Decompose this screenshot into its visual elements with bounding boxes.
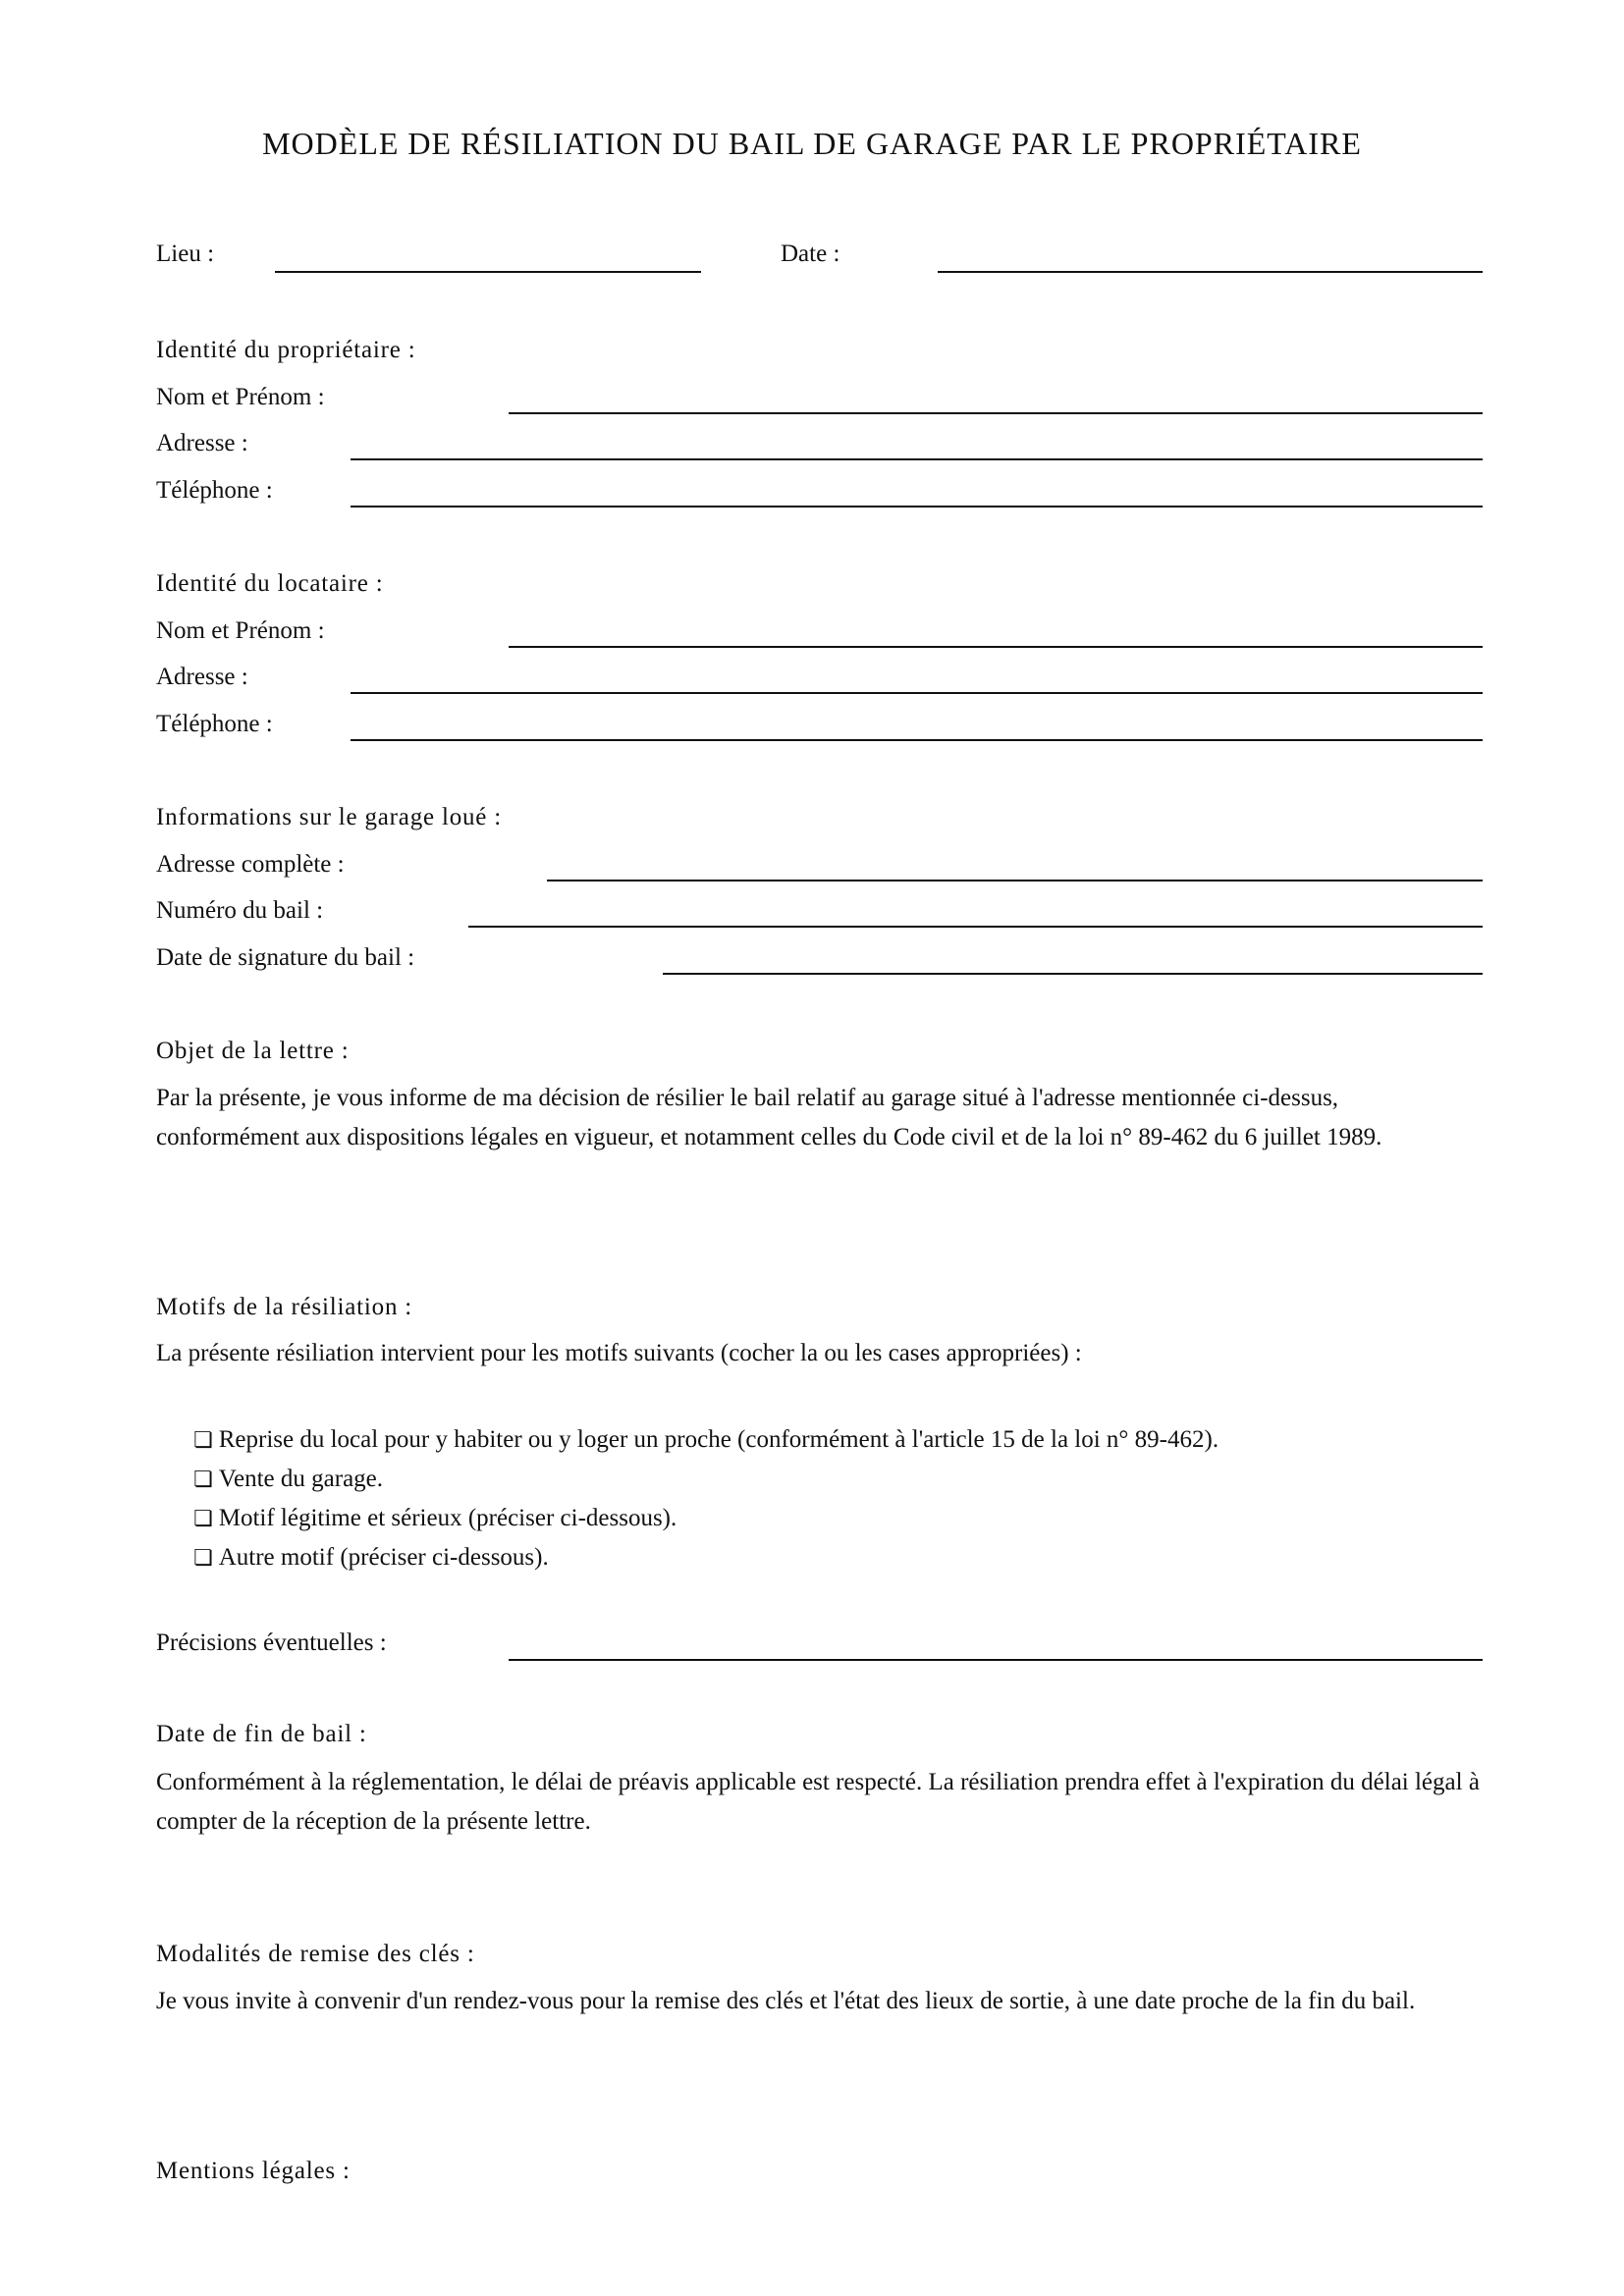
date-field[interactable] — [938, 271, 1483, 273]
proprietaire-heading: Identité du propriétaire : — [156, 337, 416, 363]
locataire-telephone-field[interactable] — [351, 739, 1483, 741]
locataire-nom-label: Nom et Prénom : — [156, 617, 325, 644]
proprietaire-nom-field[interactable] — [509, 412, 1483, 414]
garage-adresse-field[interactable] — [547, 880, 1483, 881]
fin-bail-heading: Date de fin de bail : — [156, 1721, 367, 1747]
objet-paragraph: Par la présente, je vous informe de ma décision de résilier le bail relatif au garage situé à l'adresse mentionnée ci-dessus, conformément aux dispositions légales en vigueur, et notamment celles du Code civil et de la loi n° 89-462 du 6 juillet 1989. — [156, 1085, 1382, 1150]
motif-option-3[interactable] — [193, 1505, 677, 1532]
motifs-intro: La présente résiliation intervient pour les motifs suivants (cocher la ou les cases appropriées) : — [156, 1340, 1082, 1366]
locataire-adresse-field[interactable] — [351, 692, 1483, 694]
cles-paragraph: Je vous invite à convenir d'un rendez-vous pour la remise des clés et l'état des lieux de sortie, à une date proche de la fin du bail. — [156, 1988, 1416, 2014]
motif-option-2[interactable] — [193, 1466, 383, 1493]
lieu-label: Lieu : — [156, 240, 215, 267]
date-label: Date : — [781, 240, 840, 267]
fin-bail-paragraph: Conformément à la réglementation, le délai de préavis applicable est respecté. La résiliation prendra effet à l'expiration du délai légal à compter de la réception de la présente lettre. — [156, 1769, 1480, 1835]
locataire-adresse-label: Adresse : — [156, 664, 248, 690]
lieu-field[interactable] — [275, 271, 701, 273]
checkbox-icon[interactable]: ❏ — [193, 1428, 213, 1453]
garage-numero-label: Numéro du bail : — [156, 897, 324, 924]
garage-date-signature-label: Date de signature du bail : — [156, 944, 415, 971]
locataire-nom-field[interactable] — [509, 646, 1483, 648]
precisions-field[interactable] — [509, 1659, 1483, 1661]
motifs-heading: Motifs de la résiliation : — [156, 1294, 413, 1320]
document-title: MODÈLE DE RÉSILIATION DU BAIL DE GARAGE PAR LE PROPRIÉTAIRE — [262, 126, 1362, 161]
motif-option-4[interactable] — [193, 1544, 549, 1572]
proprietaire-adresse-field[interactable] — [351, 458, 1483, 460]
motif-option-1[interactable] — [193, 1426, 1218, 1454]
proprietaire-nom-label: Nom et Prénom : — [156, 384, 325, 410]
locataire-telephone-label: Téléphone : — [156, 711, 273, 737]
motif-option-label: Reprise du local pour y habiter ou y loger un proche (conformément à l'article 15 de la loi n° 89-462). — [218, 1426, 1219, 1453]
mentions-heading: Mentions légales : — [156, 2158, 351, 2184]
precisions-label: Précisions éventuelles : — [156, 1629, 387, 1656]
proprietaire-telephone-field[interactable] — [351, 506, 1483, 507]
garage-numero-field[interactable] — [468, 926, 1483, 928]
garage-heading: Informations sur le garage loué : — [156, 804, 502, 830]
proprietaire-adresse-label: Adresse : — [156, 430, 248, 456]
garage-date-signature-field[interactable] — [663, 973, 1483, 975]
motif-option-label: Motif légitime et sérieux (préciser ci-dessous). — [218, 1505, 677, 1531]
checkbox-icon[interactable]: ❏ — [193, 1546, 213, 1571]
objet-heading: Objet de la lettre : — [156, 1038, 350, 1064]
cles-heading: Modalités de remise des clés : — [156, 1941, 475, 1967]
garage-adresse-label: Adresse complète : — [156, 851, 345, 878]
proprietaire-telephone-label: Téléphone : — [156, 477, 273, 504]
checkbox-icon[interactable]: ❏ — [193, 1507, 213, 1531]
checkbox-icon[interactable]: ❏ — [193, 1468, 213, 1492]
motif-option-label: Vente du garage. — [218, 1466, 384, 1492]
locataire-heading: Identité du locataire : — [156, 570, 384, 597]
motif-option-label: Autre motif (préciser ci-dessous). — [218, 1544, 549, 1571]
